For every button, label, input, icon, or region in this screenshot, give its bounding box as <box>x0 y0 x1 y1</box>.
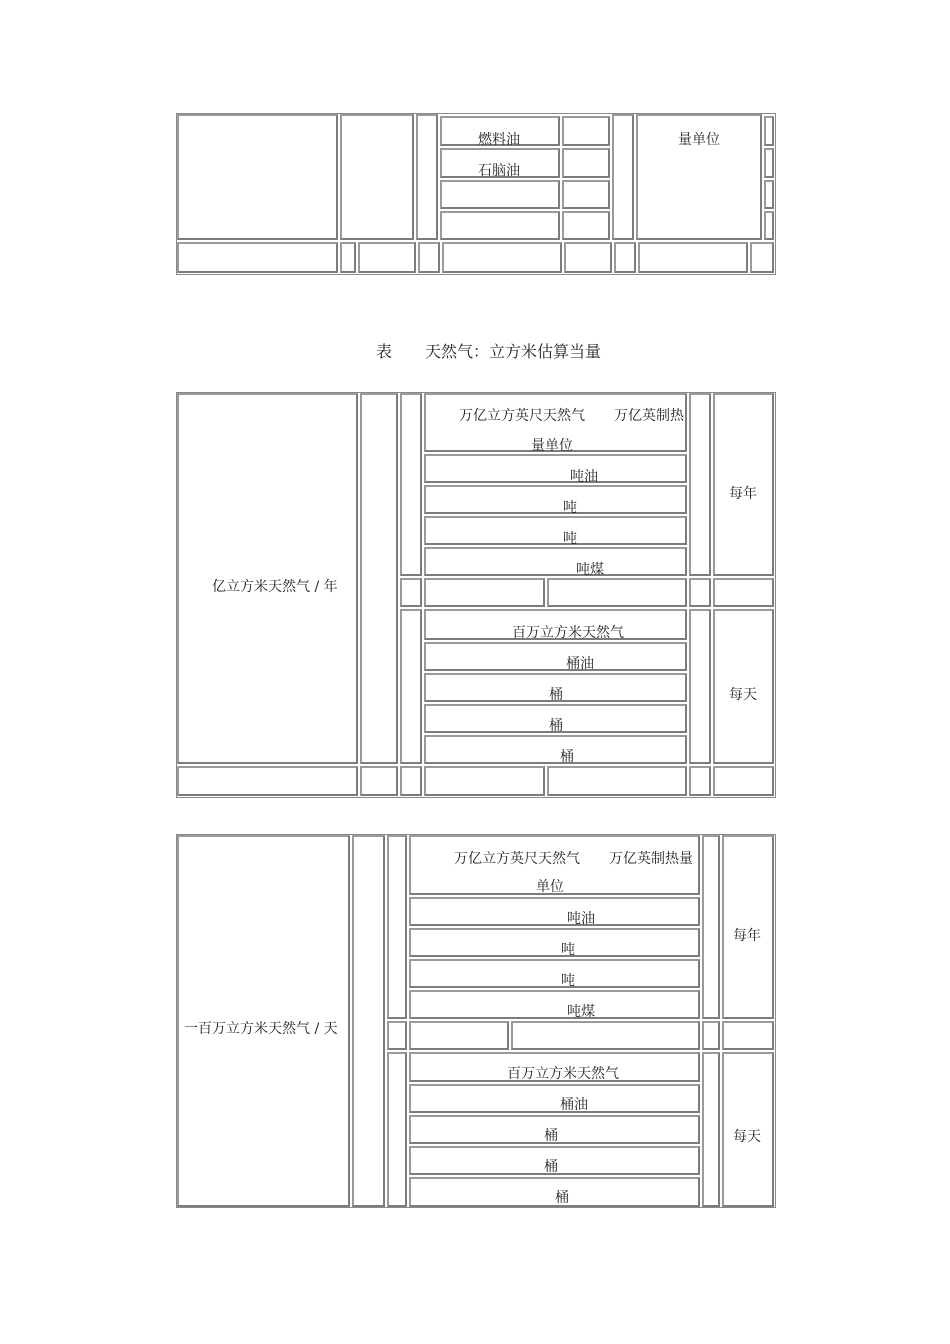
upper-head-line1b: 万亿英制热 <box>614 408 684 424</box>
table-cell <box>764 116 774 146</box>
table-cell <box>562 116 610 146</box>
table-cell <box>409 897 700 926</box>
table-cell <box>612 114 634 240</box>
lower-item-3: 桶 <box>544 1159 558 1175</box>
table-cell <box>764 148 774 178</box>
table-cell <box>764 211 774 240</box>
upper-item-3: 吨 <box>563 531 577 547</box>
table-cell <box>360 766 398 796</box>
table-cell <box>764 180 774 209</box>
table-cell <box>722 1021 774 1050</box>
upper-item-2: 吨 <box>561 942 575 958</box>
upper-item-1: 吨油 <box>567 911 595 927</box>
table-cell <box>702 835 720 1019</box>
cell-fuel-oil: 燃料油 <box>478 132 520 148</box>
table-cell <box>387 1052 407 1207</box>
table-cell <box>387 835 407 1019</box>
table-cell <box>409 1021 509 1050</box>
upper-head-line1a: 万亿立方英尺天然气 <box>454 851 580 867</box>
caption-label: 表 <box>376 342 393 361</box>
lower-head: 百万立方米天然气 <box>512 625 624 641</box>
upper-head-line1b: 万亿英制热量 <box>609 851 693 867</box>
upper-item-2: 吨 <box>563 500 577 516</box>
table-cell <box>387 1021 407 1050</box>
lower-item-1: 桶油 <box>560 1097 588 1113</box>
table-cell <box>689 393 711 576</box>
table-cell <box>440 180 560 209</box>
lower-item-2: 桶 <box>544 1128 558 1144</box>
table-cell <box>702 1052 720 1207</box>
table-cell <box>424 485 687 514</box>
upper-head-line2: 量单位 <box>531 438 573 454</box>
upper-item-3: 吨 <box>561 973 575 989</box>
table-cell <box>638 242 748 273</box>
table-cell <box>416 114 438 240</box>
table-cell <box>722 835 774 1019</box>
table-cell <box>400 609 422 764</box>
table-cell <box>750 242 774 273</box>
table-cell <box>400 393 422 576</box>
table-cell <box>713 766 774 796</box>
table-cell <box>689 609 711 764</box>
table-cell <box>400 578 422 607</box>
table-cell <box>424 454 687 483</box>
table-cell <box>562 211 610 240</box>
table-cell <box>562 180 610 209</box>
table-cell <box>424 578 545 607</box>
table-cell <box>442 242 562 273</box>
table-cell <box>547 578 687 607</box>
lower-period: 每天 <box>733 1129 761 1145</box>
table-cell <box>440 211 560 240</box>
table-cell <box>177 242 338 273</box>
upper-item-4: 吨煤 <box>576 562 604 578</box>
table-cell <box>614 242 636 273</box>
table-cell <box>562 148 610 178</box>
upper-period: 每年 <box>733 928 761 944</box>
caption-text: 天然气：立方米估算当量 <box>425 342 602 361</box>
table-cell <box>409 959 700 988</box>
table-cell <box>340 114 414 240</box>
upper-item-4: 吨煤 <box>567 1004 595 1020</box>
table-cell <box>360 393 398 764</box>
lower-period: 每天 <box>729 687 757 703</box>
table-cell <box>689 766 711 796</box>
table-cell <box>564 242 612 273</box>
lower-item-3: 桶 <box>549 718 563 734</box>
table-cell <box>424 642 687 671</box>
table-cell <box>702 1021 720 1050</box>
lower-item-4: 桶 <box>560 749 574 765</box>
table-cell <box>177 766 358 796</box>
table-cell <box>424 516 687 545</box>
table-cell <box>409 1084 700 1113</box>
table-cell <box>713 393 774 576</box>
cell-heat-unit: 量单位 <box>678 132 720 148</box>
table-cell <box>177 114 338 240</box>
cell-naphtha: 石脑油 <box>478 163 520 179</box>
lower-head: 百万立方米天然气 <box>507 1066 619 1082</box>
table-cell <box>400 766 422 796</box>
table-cell <box>424 735 687 764</box>
table-cell <box>424 547 687 576</box>
row-label: 亿立方米天然气 / 年 <box>212 579 338 595</box>
lower-item-1: 桶油 <box>566 656 594 672</box>
upper-head-line2: 单位 <box>536 879 564 895</box>
table-cell <box>340 242 356 273</box>
table-cell <box>547 766 687 796</box>
lower-item-2: 桶 <box>549 687 563 703</box>
table-cell <box>689 578 711 607</box>
upper-item-1: 吨油 <box>570 469 598 485</box>
table-cell <box>424 766 545 796</box>
table-cell <box>352 835 385 1207</box>
table-cell <box>409 928 700 957</box>
lower-item-4: 桶 <box>555 1190 569 1206</box>
table-cell <box>418 242 440 273</box>
upper-head-line1a: 万亿立方英尺天然气 <box>459 408 585 424</box>
upper-period: 每年 <box>729 486 757 502</box>
table-cell <box>409 990 700 1019</box>
table-cell <box>713 578 774 607</box>
table-cell <box>358 242 416 273</box>
row-label: 一百万立方米天然气 / 天 <box>184 1021 338 1037</box>
table-cell <box>511 1021 700 1050</box>
